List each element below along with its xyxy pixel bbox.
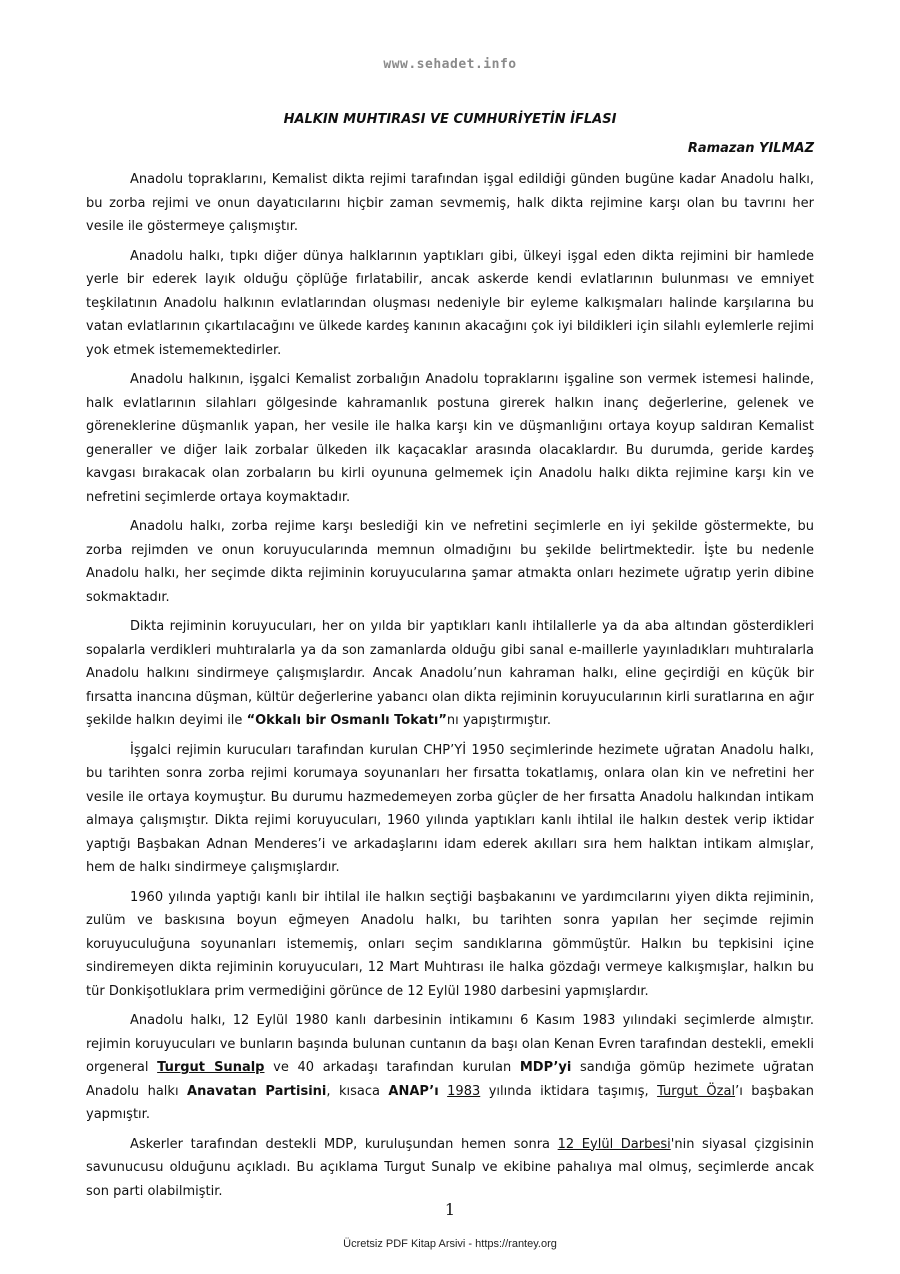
paragraph-8-text-e	[439, 1084, 447, 1099]
paragraph-7: 1960 yılında yaptığı kanlı bir ihtilal ile halkın seçtiği başbakanını ve yardımcılarını yiyen dikta rejiminin, zulüm ve baskısına boyun eğmeyen Anadolu halkı, bu tarihten sonra yapılan her seçimde rejimin koruyuculuğuna soyunanları istememiş, onları seçim sandıklarına gömmüştür. Halkın bu tepkisini içine sindiremeyen dikta rejiminin koruyucuları, 12 Mart Muhtırası ile halka gözdağı vermeye kalkışmışlar, halkın bu tür Donkişotluklara prim vermediğini görünce de 12 Eylül 1980 darbesini yapmışlardır.	[86, 889, 814, 999]
anap-bold: ANAP’ı	[388, 1083, 439, 1099]
link-12-eylul-darbesi[interactable]: 12 Eylül Darbesi	[557, 1136, 671, 1152]
link-1983[interactable]: 1983	[447, 1083, 481, 1099]
paragraph-3: Anadolu halkının, işgalci Kemalist zorbalığın Anadolu topraklarını işgaline son vermek istemesi halinde, halk evlatlarının silahları gölgesinde kahramanlık postuna girerek halkın inanç değerlerine, gelenek ve göreneklerine düşmanlık yapan, her vesile ile halka karşı kin ve düşmanlığını ortaya koyup saldıran Kemalist generaller ve diğer laik zorbalar ülkeden ilk kaçacaklar arasında olacaklardır. Bu durumda, geride kardeş kavgası bırakacak olan zorbaların bu kirli oyununa gelmemek için Anadolu halkı dikta rejimine karşı kin ve nefretini seçimlerde ortaya koymaktadır.	[86, 372, 814, 505]
paragraph-5-text-a: Dikta rejiminin koruyucuları, her on yılda bir yaptıkları kanlı ihtilallerle ya da aba altından gösterdikleri sopalarla verdikleri muhtıralarla ya da son zamanlarda olduğu gibi sanal e-maillerle yayınladıkları muhtıralarla Anadolu halkını sindirmeye çalışmışlardır. Ancak Anadolu’nun kahraman halkı, eline geçirdiği en küçük bir fırsatta inancına düşman, kültür değerlerine yabancı olan dikta rejiminin koruyucularının kirli suratlarına en ağır şekilde halkın deyimi ile	[86, 619, 814, 728]
link-turgut-ozal[interactable]: Turgut Özal	[657, 1083, 736, 1099]
page-number: 1	[444, 1200, 456, 1219]
paragraph-9	[86, 1133, 814, 1204]
paragraph-9-text-a: Askerler tarafından destekli MDP, kuruluşundan hemen sonra	[130, 1136, 558, 1152]
paragraph-8-text-a: Anadolu halkı, 12 Eylül 1980 kanlı darbesinin intikamını 6 Kasım 1983 yılındaki seçimlerde almıştır. rejimin koruyucuları ve bunların başında bulunan cuntanın da başı olan Kenan Evren tarafından destekli, emekli orgeneral	[86, 1013, 814, 1075]
paragraph-8-text-g: ’ı başbakan yapmıştır.	[86, 1083, 814, 1122]
paragraph-8-text-c: sandığa gömüp hezimete uğratan Anadolu halkı	[86, 1060, 814, 1099]
paragraph-8-text-b: ve 40 arkadaşı tarafından kurulan	[264, 1060, 520, 1075]
document-title: HALKIN MUHTIRASI VE CUMHURİYETİN İFLASI	[283, 112, 617, 127]
anavatan-bold: Anavatan Partisini	[187, 1083, 327, 1099]
mdp-bold: MDP’yi	[519, 1060, 572, 1075]
paragraph-8-text-d: , kısaca	[326, 1083, 389, 1099]
paragraph-8-text-f: yılında iktidara taşımış,	[480, 1083, 658, 1099]
paragraph-5	[86, 615, 814, 733]
document-author: Ramazan YILMAZ	[687, 141, 814, 156]
paragraph-8	[86, 1009, 814, 1127]
paragraph-6: İşgalci rejimin kurucuları tarafından kurulan CHP’Yİ 1950 seçimlerinde hezimete uğratan Anadolu halkı, bu tarihten sonra zorba rejimi korumaya soyunanları her fırsatta tokatlamış, onlara olan kin ve nefretini her vesile ile ortaya koymuştur. Bu durumu hazmedemeyen zorba güçler de her fırsatta Anadolu halkından intikam almaya çalışmıştır. Dikta rejimi koruyucuları, 1960 yılında yaptıkları kanlı ihtilal ile halkın destek verip iktidar yaptığı Başbakan Adnan Menderes’i ve arkadaşlarını idam ederek akılları sıra hem halktan intikam almışlar, hem de halkı sindirmeye çalışmışlardır.	[86, 742, 814, 875]
paragraph-9-text-b: 'nin siyasal çizgisinin savunucusu olduğunu açıkladı. Bu açıklama Turgut Sunalp ve ekibine pahalıya mal olmuş, seçimlerde ancak son parti olabilmiştir.	[86, 1136, 814, 1199]
ottoman-slap-phrase: “Okkalı bir Osmanlı Tokatı”	[246, 713, 447, 728]
page-footer: Ücretsiz PDF Kitap Arsivi - https://rantey.org	[343, 1238, 557, 1250]
site-header: www.sehadet.info	[383, 57, 517, 72]
paragraph-4: Anadolu halkı, zorba rejime karşı beslediği kin ve nefretini seçimlerle en iyi şekilde göstermekte, bu zorba rejimden ve onun koruyucularında memnun olmadığını bu şekilde belirtmektedir. İşte bu nedenle Anadolu halkı, her seçimde dikta rejiminin koruyucularına şamar atmakta onları hezimete uğratıp yerin dibine sokmaktadır.	[86, 519, 814, 605]
paragraph-5-text-b: nı yapıştırmıştır.	[446, 713, 552, 728]
link-turgut-sunalp[interactable]: Turgut Sunalp	[157, 1060, 265, 1075]
paragraph-2: Anadolu halkı, tıpkı diğer dünya halklarının yaptıkları gibi, ülkeyi işgal eden dikta rejimini bir hamlede yerle bir ederek layık olduğu çöplüğe fırlatabilir, ancak askerde kendi evlatlarının bulunması ve emniyet teşkilatının Anadolu halkının evlatlarından oluşması nedeniyle bir eyleme kalkışmaları halinde karşılarına bu vatan evlatlarının çıkartılacağını ve ülkede kardeş kanının akacağını çok iyi bildikleri için silahlı eylemlerle rejimi yok etmek istememektedirler.	[86, 248, 814, 358]
document-body	[86, 168, 814, 1209]
paragraph-1: Anadolu topraklarını, Kemalist dikta rejimi tarafından işgal edildiği günden bugüne kadar Anadolu halkı, bu zorba rejimi ve onun dayatıcılarını hiçbir zaman sevmemiş, halk dikta rejimine karşı olan bu tavrını her vesile ile göstermeye çalışmıştır.	[86, 172, 814, 234]
